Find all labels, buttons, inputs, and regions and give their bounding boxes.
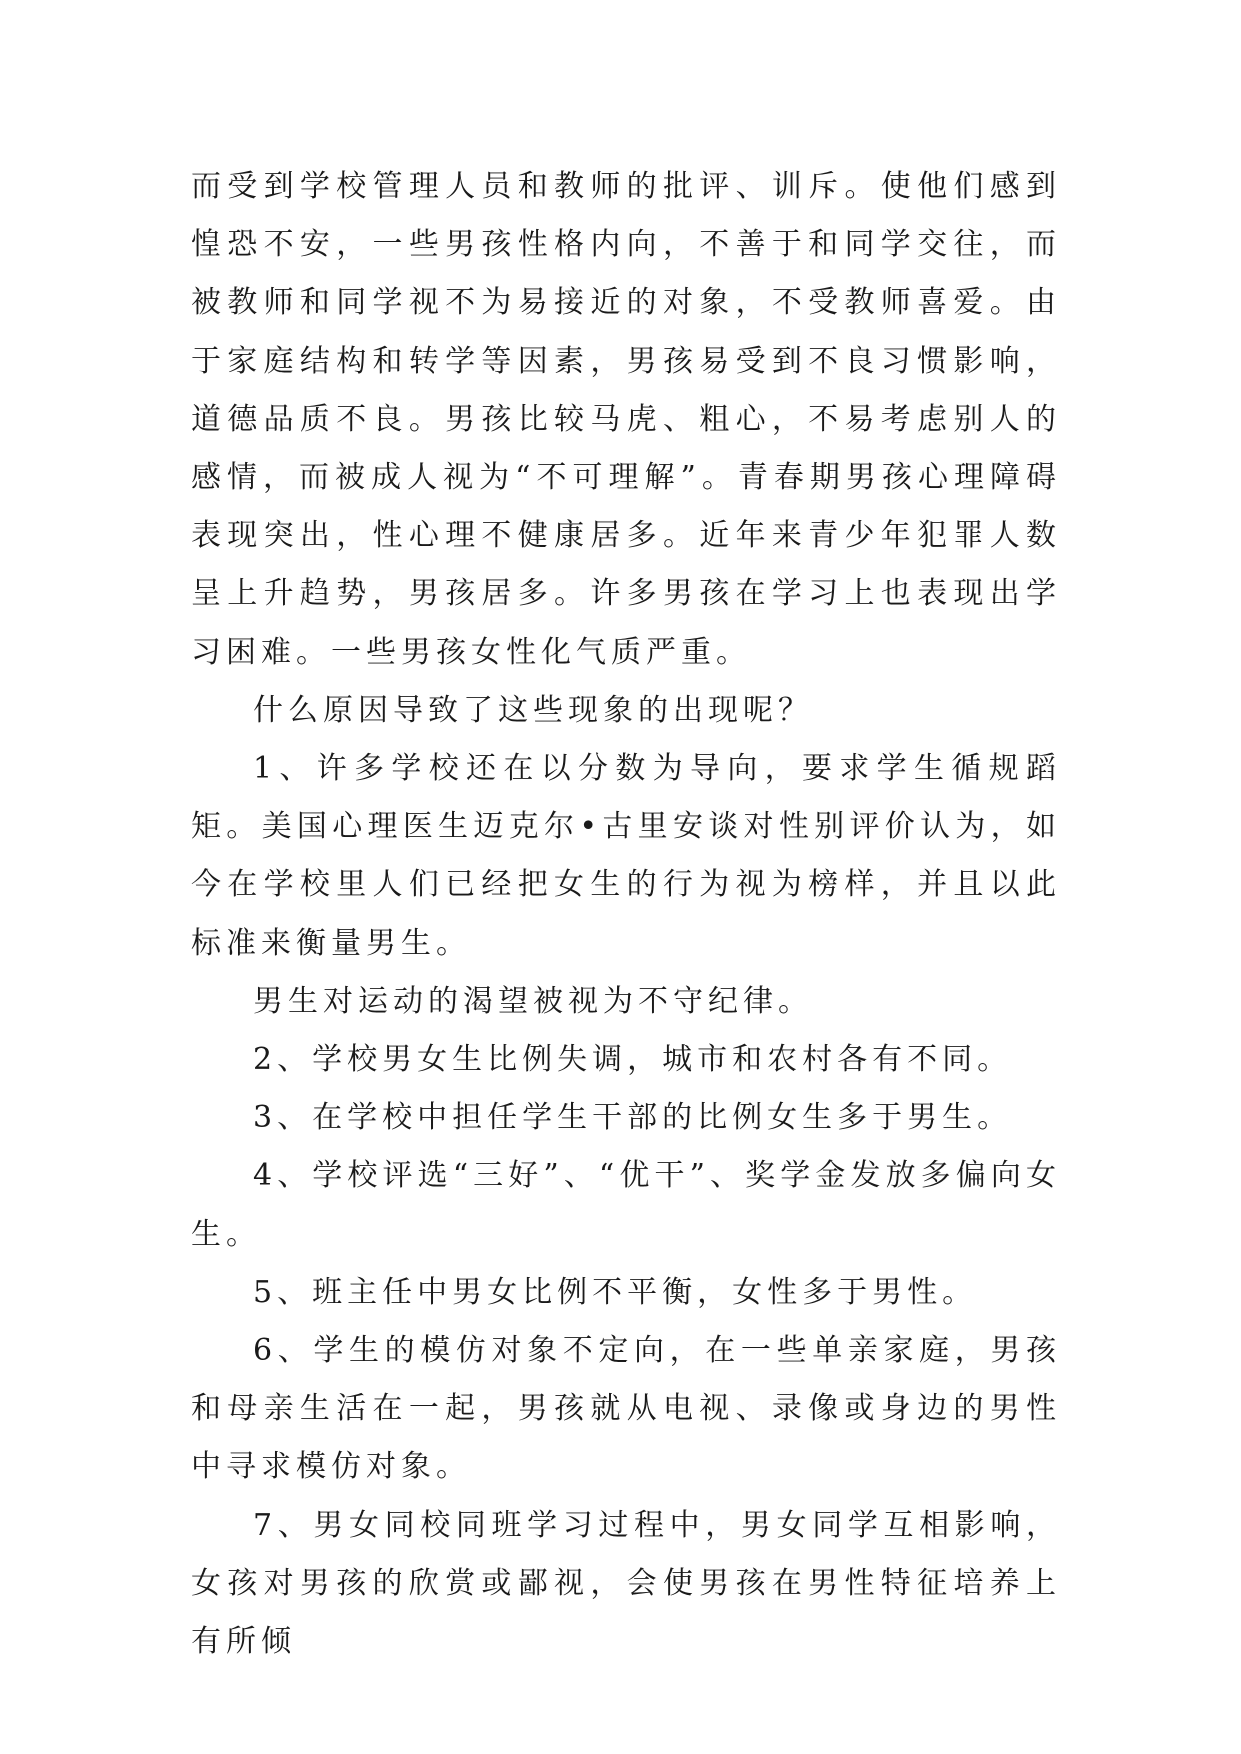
paragraph-reason-7: 7、男女同校同班学习过程中，男女同学互相影响，女孩对男孩的欣赏或鄙视，会使男孩在男性特征培养上有所倾 [191, 1507, 1061, 1660]
paragraph-continuation: 而受到学校管理人员和教师的批评、训斥。使他们感到惶恐不安，一些男孩性格内向，不善于和同学交往，而被教师和同学视不为易接近的对象，不受教师喜爱。由于家庭结构和转学等因素，男孩易受到不良习惯影响，道德品质不良。男孩比较马虎、粗心，不易考虑别人的感情，而被成人视为“不可理解”。青春期男孩心理障碍表现突出，性心理不健康居多。近年来青少年犯罪人数呈上升趋势，男孩居多。许多男孩在学习上也表现出学习困难。一些男孩女性化气质严重。 [191, 169, 1061, 670]
paragraph-reason-1-note: 男生对运动的渴望被视为不守纪律。 [253, 983, 813, 1019]
paragraph-reason-1: 1、许多学校还在以分数为导向，要求学生循规蹈矩。美国心理医生迈克尔•古里安谈对性别评价认为，如今在学校里人们已经把女生的行为视为榜样，并且以此标准来衡量男生。 [191, 751, 1061, 961]
paragraph-question: 什么原因导致了这些现象的出现呢？ [253, 692, 813, 728]
paragraph-reason-6: 6、学生的模仿对象不定向，在一些单亲家庭，男孩和母亲生活在一起，男孩就从电视、录像或身边的男性中寻求模仿对象。 [191, 1333, 1061, 1485]
paragraph-reason-4: 4、学校评选“三好”、“优干”、奖学金发放多偏向女生。 [191, 1158, 1061, 1252]
paragraph-reason-3: 3、在学校中担任学生干部的比例女生多于男生。 [253, 1100, 1013, 1136]
paragraph-reason-5: 5、班主任中男女比例不平衡，女性多于男性。 [253, 1274, 978, 1310]
paragraph-reason-2: 2、学校男女生比例失调，城市和农村各有不同。 [253, 1042, 1013, 1078]
document-body [191, 158, 1061, 1671]
